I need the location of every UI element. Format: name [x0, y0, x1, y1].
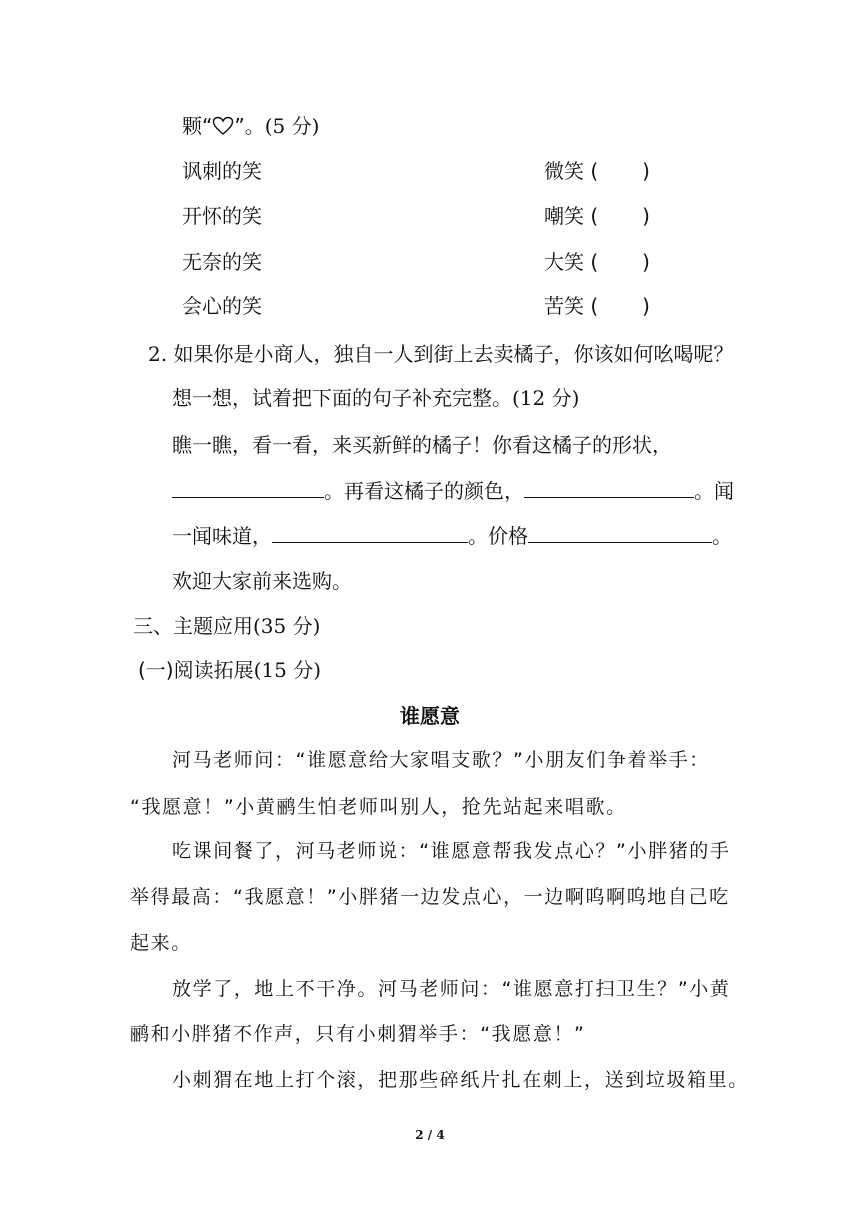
- q2-line-3: 瞧一瞧，看一看，来买新鲜的橘子！你看这橘子的形状，: [172, 433, 672, 457]
- page-number: 2 / 4: [415, 1128, 445, 1142]
- q2-line-4: 。再看这橘子的颜色， 。闻: [172, 477, 734, 505]
- answer-blank-color[interactable]: [524, 479, 694, 498]
- answer-blank-smell[interactable]: [272, 524, 468, 543]
- q1-tail-line: [182, 112, 319, 143]
- answer-blank-shape[interactable]: [172, 479, 324, 498]
- story-line: 河马老师问：“谁愿意给大家唱支歌？”小朋友们争着举手：: [172, 749, 710, 771]
- q2-score: (12 分): [512, 386, 580, 410]
- story-line: “我愿意！”小黄鹂生怕老师叫别人，抢先站起来唱歌。: [130, 796, 627, 818]
- story-line: 鹂和小胖猪不作声，只有小刺猬举手：“我愿意！”: [130, 1023, 586, 1045]
- q2-number: 2.: [148, 342, 168, 366]
- match-right-2: 嘲笑 ( ): [544, 204, 650, 228]
- match-right-4: 苦笑 ( ): [544, 294, 650, 318]
- match-left-3: 无奈的笑: [182, 250, 262, 274]
- sub-heading: (一)阅读拓展(15 分): [138, 658, 322, 682]
- q1-tail-before: 颗“: [182, 114, 213, 138]
- match-right-3: 大笑 ( ): [544, 250, 650, 274]
- q2-line-1: [148, 340, 733, 368]
- q2-line-6: 欢迎大家前来选购。: [172, 569, 352, 593]
- story-title: 谁愿意: [400, 704, 460, 728]
- story-line: 举得最高：“我愿意！”小胖猪一边发点心，一边啊呜啊呜地自己吃: [130, 886, 730, 908]
- story-line: 小刺猬在地上打个滚，把那些碎纸片扎在刺上，送到垃圾箱里。: [172, 1069, 749, 1091]
- match-left-2: 开怀的笑: [182, 204, 262, 228]
- story-line: 起来。: [130, 932, 192, 954]
- q1-tail-after: ”。: [234, 114, 265, 138]
- story-line: 吃课间餐了，河马老师说：“谁愿意帮我发点心？”小胖猪的手: [172, 840, 731, 862]
- answer-blank-price[interactable]: [528, 524, 712, 543]
- heart-icon: [212, 115, 234, 143]
- q2-prompt: 如果你是小商人，独自一人到街上去卖橘子，你该如何吆喝呢？: [173, 342, 734, 366]
- q2-line-2: 想一想，试着把下面的句子补充完整。(12 分): [172, 386, 580, 410]
- q2-line-5: 一闻味道， 。价格 。: [172, 524, 732, 548]
- story-line: 放学了，地上不干净。河马老师问：“谁愿意打扫卫生？”小黄: [172, 978, 731, 1000]
- match-left-4: 会心的笑: [182, 294, 262, 318]
- match-left-1: 讽刺的笑: [182, 159, 262, 183]
- match-right-1: 微笑 ( ): [544, 159, 650, 183]
- q1-score: (5 分): [264, 114, 320, 138]
- section-heading: 三、主题应用(35 分): [133, 614, 321, 638]
